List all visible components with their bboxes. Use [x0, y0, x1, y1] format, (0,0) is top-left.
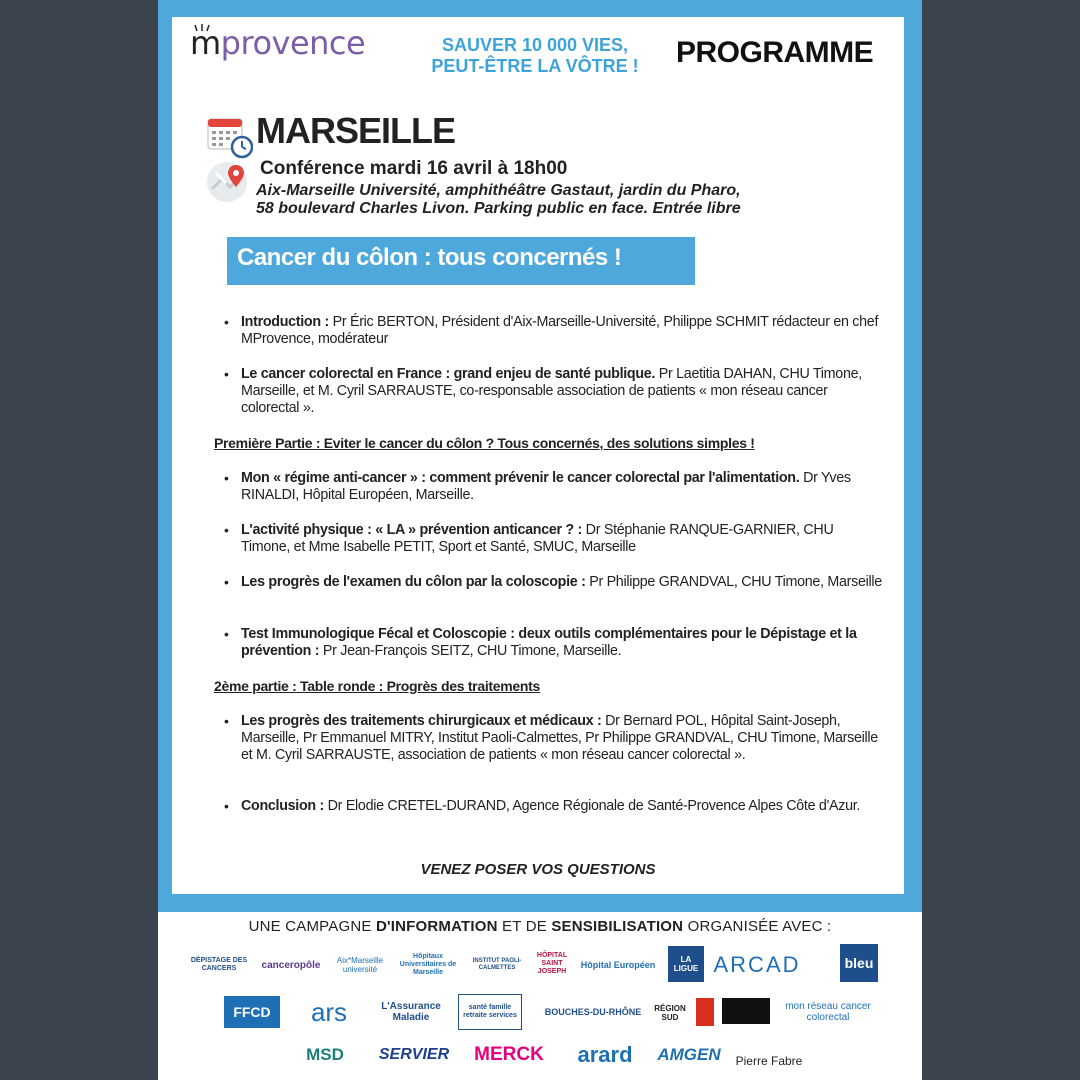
flag-logo-icon — [696, 998, 714, 1026]
item-speakers: Pr Jean-François SEITZ, CHU Timone, Marseille. — [319, 643, 622, 659]
item-speakers: Dr Stéphanie RANQUE-GARNIER, CHU Timone, et Mme Isabelle PETIT, Sport et Santé, SMUC, Marseille — [241, 522, 834, 555]
section-heading-part-1: Première Partie : Eviter le cancer du côlon ? Tous concernés, des solutions simples ! — [214, 435, 755, 451]
city-title: MARSEILLE — [256, 110, 456, 151]
depistage-logo[interactable]: DÉPISTAGE DES CANCERS — [190, 957, 248, 972]
msd-logo[interactable]: MSD — [306, 1045, 344, 1064]
canceropole-logo[interactable]: canceropôle — [261, 959, 321, 971]
arcad-logo[interactable]: ARCAD — [713, 952, 801, 977]
item-title: Conclusion : — [241, 798, 324, 814]
aphm-logo[interactable]: Hôpitaux Universitaires de Marseille — [399, 953, 457, 976]
region-sud-logo[interactable]: RÉGION SUD — [654, 1004, 686, 1022]
tagline-line-1: SAUVER 10 000 VIES, — [441, 35, 629, 55]
arard-logo[interactable]: arard — [577, 1042, 633, 1067]
logo-text: provence — [220, 24, 366, 62]
program-item — [224, 626, 884, 660]
ars-logo[interactable]: ars — [310, 996, 348, 1027]
tagline — [404, 35, 666, 77]
campaign-text-3: ORGANISÉE AVEC : — [683, 918, 832, 935]
ligue-logo[interactable]: LA LIGUE — [668, 946, 704, 982]
item-title: Le cancer colorectal en France : grand enjeu de santé publique. — [241, 366, 656, 382]
bouches-du-rhone-logo[interactable]: BOUCHES-DU-RHÔNE — [544, 1007, 642, 1017]
item-speakers: Pr Philippe GRANDVAL, CHU Timone, Marseille — [585, 574, 882, 590]
topic-banner: Cancer du côlon : tous concernés ! — [227, 237, 695, 285]
hopital-europeen-logo[interactable]: Hôpital Européen — [580, 960, 656, 970]
program-item — [224, 522, 884, 556]
ipc-logo[interactable]: INSTITUT PAOLI-CALMETTES — [472, 958, 522, 971]
program-item — [224, 713, 884, 764]
program-item — [224, 574, 884, 591]
item-speakers: Dr Yves RINALDI, Hôpital Européen, Marseille. — [241, 470, 851, 503]
item-title: Mon « régime anti-cancer » : comment prévenir le cancer colorectal par l'alimentation. — [241, 470, 800, 486]
programme-title: PROGRAMME — [676, 36, 874, 69]
program-item — [224, 314, 884, 348]
mprovence-logo[interactable] — [190, 24, 365, 62]
merck-logo[interactable]: MERCK — [474, 1044, 544, 1065]
conference-date: Conférence mardi 16 avril à 18h00 — [260, 158, 568, 179]
assurance-maladie-logo[interactable]: L'Assurance Maladie — [381, 1001, 441, 1023]
item-speakers: Dr Bernard POL, Hôpital Saint-Joseph, Marseille, Pr Emmanuel MITRY, Institut Paoli-Calmettes, Pr Philippe GRANDVAL, CHU Timone, Marseille et M. Cyril SARRAUSTE, association de patients « mon réseau cancer colorectal ». — [241, 713, 878, 763]
address-line-1: Aix-Marseille Université, amphithéâtre Gastaut, jardin du Pharo, — [256, 182, 741, 199]
mon-reseau-logo[interactable]: mon réseau cancer colorectal — [785, 1001, 871, 1023]
item-title: Test Immunologique Fécal et Coloscopie : deux outils complémentaires pour le Dépistage et la prévention : — [241, 626, 857, 659]
item-title: Les progrès des traitements chirurgicaux et médicaux : — [241, 713, 602, 729]
partner-dark-logo-icon — [722, 998, 770, 1024]
calendar-icon — [207, 115, 253, 159]
france-bleu-logo[interactable]: bleu — [840, 944, 878, 982]
campaign-text-1: UNE CAMPAGNE — [248, 918, 376, 935]
address-line-2: 58 boulevard Charles Livon. Parking public en face. Entrée libre — [256, 200, 741, 217]
program-item — [224, 366, 884, 417]
item-speakers: Dr Elodie CRETEL-DURAND, Agence Régionale de Santé-Provence Alpes Côte d'Azur. — [323, 798, 861, 814]
amgen-logo[interactable]: AMGEN — [657, 1045, 721, 1064]
program-item — [224, 798, 884, 815]
section-heading-part-2: 2ème partie : Table ronde : Progrès des traitements — [214, 678, 540, 694]
ffcd-logo[interactable]: FFCD — [224, 996, 280, 1028]
tagline-line-2: PEUT-ÊTRE LA VÔTRE ! — [431, 56, 639, 76]
venue-address — [256, 182, 816, 218]
item-speakers: Pr Laetitia DAHAN, CHU Timone, Marseille, et M. Cyril SARRAUSTE, co-responsable association de patients « mon réseau cancer colorectal ». — [241, 366, 862, 416]
saint-joseph-logo[interactable]: HÔPITAL SAINT JOSEPH — [536, 952, 568, 975]
item-speakers: Pr Éric BERTON, Président d'Aix-Marseille-Université, Philippe SCHMIT rédacteur en chef MProvence, modérateur — [241, 314, 879, 347]
closing-call: VENEZ POSER VOS QUESTIONS — [420, 861, 656, 878]
program-item — [224, 470, 884, 504]
campaign-text-2: ET DE — [497, 918, 552, 935]
amu-logo[interactable]: Aix*Marseille université — [336, 956, 384, 974]
item-title: L'activité physique : « LA » prévention anticancer ? : — [241, 522, 582, 538]
msfs-logo[interactable]: santé famille retraite services — [458, 994, 522, 1030]
campaign-bold-1: D'INFORMATION — [375, 918, 498, 935]
location-pin-icon — [206, 161, 248, 203]
item-title: Les progrès de l'examen du côlon par la coloscopie : — [241, 574, 586, 590]
servier-logo[interactable]: SERVIER — [378, 1046, 450, 1063]
logo-prefix: m — [190, 24, 221, 62]
pierre-fabre-logo[interactable]: Pierre Fabre — [735, 1054, 803, 1068]
item-title: Introduction : — [241, 314, 329, 330]
campaign-bold-2: SENSIBILISATION — [551, 918, 684, 935]
campaign-line — [158, 918, 922, 935]
